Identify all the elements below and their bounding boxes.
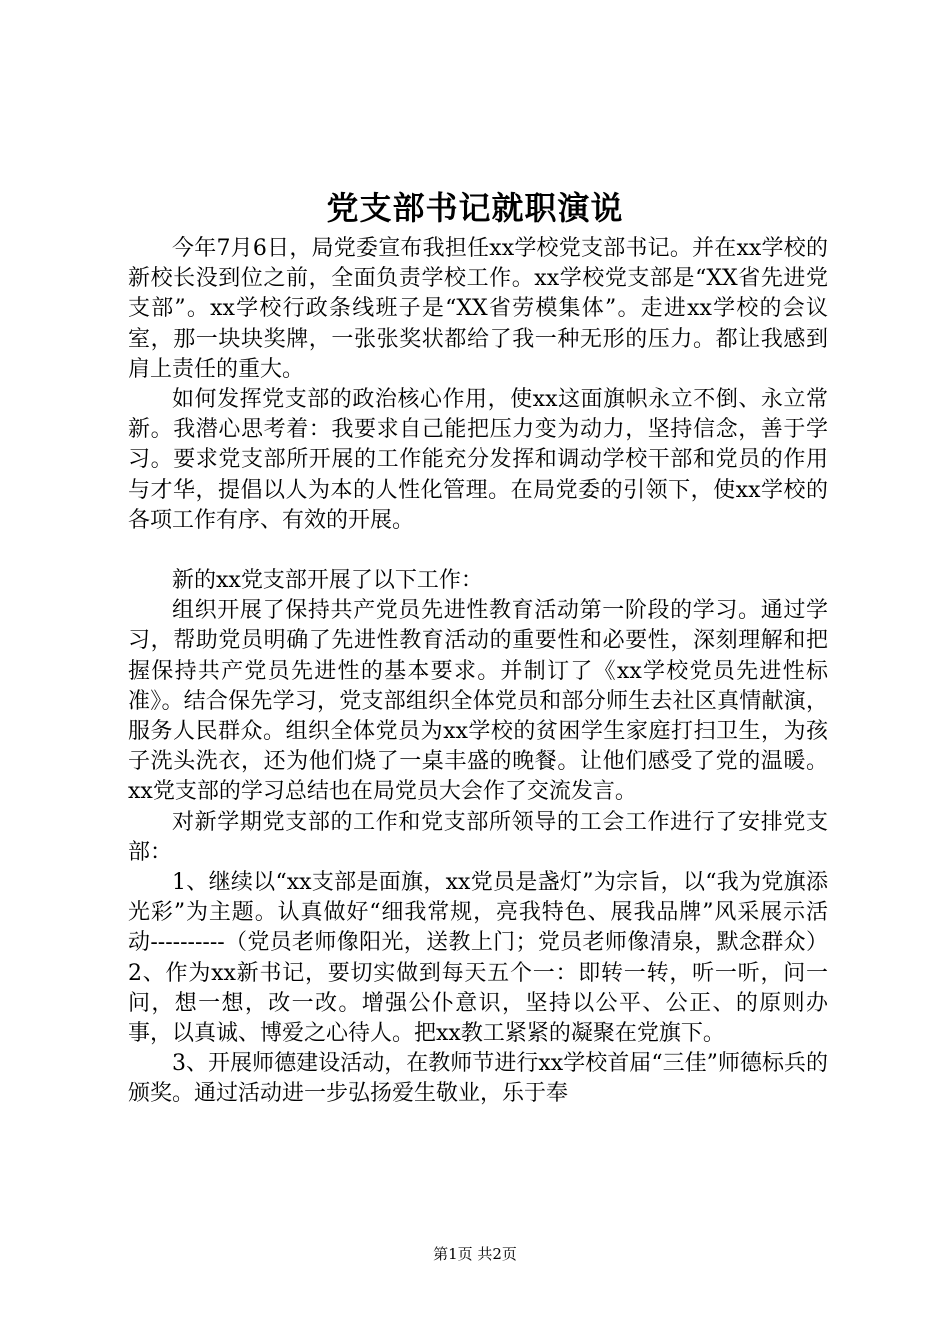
paragraph-new-term-plan: 对新学期党支部的工作和党支部所领导的工会工作进行了安排党支部： xyxy=(128,809,828,865)
paragraph-reflection: 如何发挥党支部的政治核心作用，使xx这面旗帜永立不倒、永立常新。我潜心思考着：我要求自己能把压力变为动力，坚持信念，善于学习。要求党支部所开展的工作能充分发挥和调动学校干部和党员的作用与才华，提倡以人为本的人性化管理。在局党委的引领下，使xx学校的各项工作有序、有效的开展。 xyxy=(128,387,828,533)
paragraph-item-1-2: 1、继续以“xx支部是面旗，xx党员是盏灯”为宗旨，以“我为党旗添光彩”为主题。认真做好“细我常规，亮我特色、展我品牌”风采展示活动----------（党员老师像阳光，送教上门；党员老师像清泉，默念群众）2、作为xx新书记，要切实做到每天五个一：即转一转，听一听，问一问，想一想，改一改。增强公仆意识，坚持以公平、公正、的原则办事，以真诚、博爱之心待人。把xx教工紧紧的凝聚在党旗下。 xyxy=(128,870,828,1047)
paragraph-appointment: 今年7月6日，局党委宣布我担任xx学校党支部书记。并在xx学校的新校长没到位之前，全面负责学校工作。xx学校党支部是“XX省先进党支部”。xx学校行政条线班子是“XX省劳模集体”。走进xx学校的会议室，那一块块奖牌，一张张奖状都给了我一种无形的压力。都让我感到肩上责任的重大。 xyxy=(128,236,829,382)
page-footer: 第1页 共2页 xyxy=(433,1245,517,1263)
paragraph-work-intro: 新的xx党支部开展了以下工作： xyxy=(172,568,483,594)
paragraph-study-activities: 组织开展了保持共产党员先进性教育活动第一阶段的学习。通过学习，帮助党员明确了先进性教育活动的重要性和必要性，深刻理解和把握保持共产党员先进性的基本要求。并制订了《xx学校党员先进性标准》。结合保先学习，党支部组织全体党员和部分师生去社区真情献演，服务人民群众。组织全体党员为xx学校的贫困学生家庭打扫卫生，为孩子洗头洗衣，还为他们烧了一桌丰盛的晚餐。让他们感受了党的温暖。xx党支部的学习总结也在局党员大会作了交流发言。 xyxy=(128,598,828,805)
document-title: 党支部书记就职演说 xyxy=(326,189,624,227)
paragraph-item-3: 3、开展师德建设活动，在教师节进行xx学校首届“三佳”师德标兵的颁奖。通过活动进一步弘扬爱生敬业，乐于奉 xyxy=(128,1051,828,1107)
document-body xyxy=(128,234,828,1110)
